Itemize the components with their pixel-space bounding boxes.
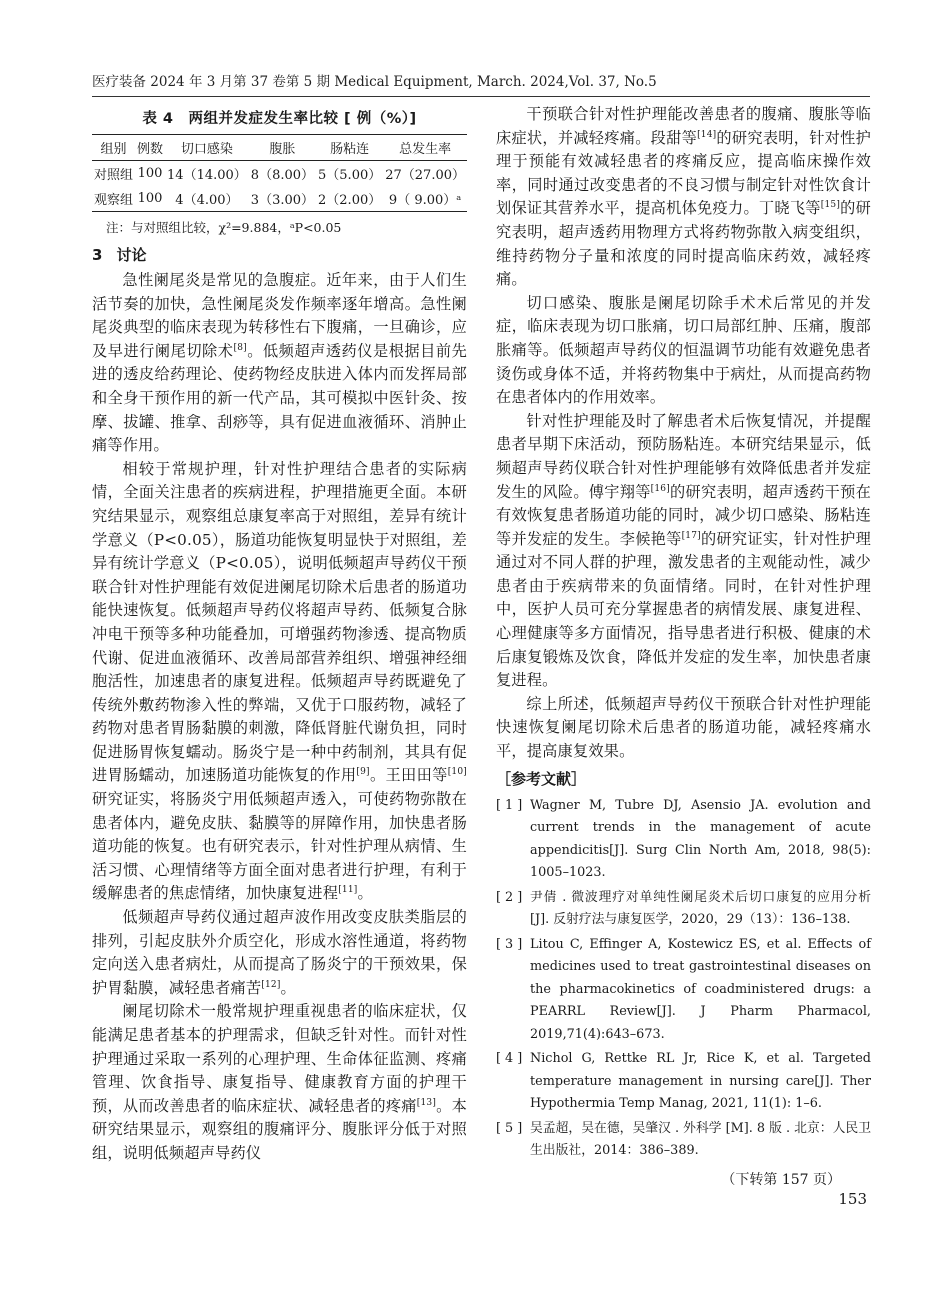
- text-run: 的研究表明，针对性护理于预能有效减轻患者的疼痛反应，提高临床操作效率，同时通过改变患者的不良习惯与制定针对性饮食计划保证其营养水平，提高机体免疫力。丁晓飞等: [496, 128, 871, 218]
- citation-marker: [13]: [416, 1097, 437, 1108]
- text-run: 切口感染、腹胀是阑尾切除手术术后常见的并发症，临床表现为切口胀痛，切口局部红肿、压痛，腹部胀痛等。低频超声导药仪的恒温调节功能有效避免患者烫伤或身体不适，并将药物集中于病灶，从而提高药物在患者体内的作用效率。: [496, 293, 871, 407]
- paragraph: [92, 1000, 467, 1165]
- left-body-text: [92, 269, 467, 1166]
- table-row: [92, 186, 467, 212]
- reference-text: 吴孟超，吴在德，吴肇汉 . 外科学 [M]. 8 版 . 北京：人民卫生出版社，2014：386–389.: [530, 1120, 871, 1159]
- text-run: 针对性护理能及时了解患者术后恢复情况，并提醒患者早期下床活动，预防肠粘连。本研究结果显示，低频超声导药仪联合针对性护理能够有效降低患者并发症发生的风险。傅宇翔等: [496, 411, 871, 501]
- running-header: 医疗装备 2024 年 3 月第 37 卷第 5 期 Medical Equipment, March. 2024,Vol. 37, No.5: [92, 74, 657, 90]
- reference-item: [496, 934, 871, 1047]
- text-run: 。王田田等: [369, 766, 448, 785]
- reference-text: Nichol G, Rettke RL Jr, Rice K, et al. Targeted temperature management in nursing care[J]. Ther Hypothermia Temp Manag, 2021, 11(1): 1–6.: [530, 1051, 871, 1112]
- header-rule: [92, 96, 870, 97]
- citation-marker: [17]: [681, 530, 701, 541]
- paragraph: [496, 292, 871, 410]
- reference-text: Wagner M, Tubre DJ, Asensio JA. evolution and current trends in the management of acute appendicitis[J]. Surg Clin North Am, 2018, 98(5): 1005–1023.: [530, 797, 871, 881]
- reference-number: [ 5 ]: [496, 1120, 523, 1136]
- right-body-text: [496, 103, 871, 764]
- complication-table: [92, 134, 467, 212]
- table-cell: 3（3.00）: [250, 193, 315, 208]
- paragraph: [496, 410, 871, 693]
- text-run: 研究证实，将肠炎宁用低频超声透入，可使药物弥散在患者体内，避免皮肤、黏膜等的屏障作用，加快患者肠道功能的恢复。也有研究表示，针对性护理从病情、生活习惯、心理情绪等方面全面对患者进行护理，有利于缓解患者的焦虑情绪，加快康复进程: [92, 790, 467, 903]
- table-header-row: [92, 135, 467, 161]
- table-cell: 观察组: [94, 193, 134, 208]
- section-number: 3: [92, 246, 103, 264]
- citation-marker: [11]: [338, 885, 358, 896]
- table-cell: 对照组: [94, 168, 134, 183]
- left-column: [92, 103, 467, 1166]
- reference-text: 尹倩 . 微波理疗对单纯性阑尾炎术后切口康复的应用分析 [J]. 反射疗法与康复医学，2020，29（13）：136–138.: [530, 889, 871, 928]
- text-run: 阑尾切除术一般常规护理重视患者的临床症状，仅能满足患者基本的护理需求，但缺乏针对性。而针对性护理通过采取一系列的心理护理、生命体征监测、疼痛管理、饮食指导、康复指导、健康教育方面的护理干预，从而改善患者的临床症状、减轻患者的疼痛: [92, 1002, 467, 1115]
- continued-note: （下转第 157 页）: [721, 1171, 841, 1188]
- reference-item: [496, 795, 871, 885]
- table-cell: 14（14.00）: [167, 168, 247, 183]
- reference-item: [496, 1048, 871, 1116]
- text-run: 相较于常规护理，针对性护理结合患者的实际病情，全面关注患者的疾病进程，护理措施更全面。本研究结果显示，观察组总康复率高于对照组，差异有统计学意义（P<0.05），肠道功能恢复明显快于对照组，差异有统计学意义（P<0.05），说明低频超声导药仪干预联合针对性护理能有效促进阑尾切除术后患者的肠道功能快速恢复。低频超声导药仪将超声导药、低频复合脉冲电干预等多种功能叠加，可增强药物渗透、提高物质代谢、促进血液循环、改善局部营养组织、增强神经细胞活性，加速患者的康复进程。低频超声导药既避免了传统外敷药物渗入性的弊端，又优于口服药物，减轻了药物对患者胃肠黏膜的刺激，降低肾脏代谢负担，同时促进肠胃恢复蠕动。肠炎宁是一种中药制剂，其具有促进胃肠蠕动，加速肠道功能恢复的作用: [92, 459, 467, 785]
- citation-marker: [8]: [233, 342, 247, 353]
- table-cell: 4（4.00）: [175, 193, 239, 208]
- citation-marker: [9]: [356, 767, 370, 778]
- table-cell: 5（5.00）: [318, 168, 382, 183]
- reference-item: [496, 887, 871, 932]
- table-cell: 8（8.00）: [250, 168, 315, 183]
- table-cell: 100: [137, 191, 163, 206]
- text-run: 急性阑尾炎是常见的急腹症。近年来，由于人们生活节奏的加快，急性阑尾炎发作频率逐年增高。急性阑尾炎典型的临床表现为转移性右下腹痛，一旦确诊，应及早进行阑尾切除术: [92, 271, 467, 360]
- table-body: [92, 161, 467, 212]
- text-run: 干预联合针对性护理能改善患者的腹痛、腹胀等临床症状，并减轻疼痛。段甜等: [496, 105, 871, 147]
- table-note: 注：与对照组比较，χ²=9.884，ᵃP<0.05: [106, 220, 342, 235]
- table-header-cell: 总发生率: [399, 142, 452, 157]
- table-header-cell: 切口感染: [180, 142, 233, 157]
- references-list: [496, 795, 871, 1163]
- paragraph: [496, 103, 871, 292]
- citation-marker: [10]: [447, 767, 467, 778]
- table-row: [92, 161, 467, 187]
- reference-number: [ 3 ]: [496, 936, 523, 952]
- text-run: 。低频超声透药仪是根据目前先进的透皮给药理论、使药物经皮肤进入体内而发挥局部和全身干预作用的新一代产品，其可模拟中医针灸、按摩、拔罐、推拿、刮痧等，具有促进血液循环、消肿止痛等作用。: [92, 341, 467, 455]
- reference-item: [496, 1118, 871, 1163]
- text-run: 。本研究结果显示，观察组的腹痛评分、腹胀评分低于对照组，说明低频超声导药仪: [92, 1096, 467, 1162]
- table-cell: 27（27.00）: [385, 168, 465, 183]
- text-run: 的研究证实，针对性护理通过对不同人群的护理，激发患者的主观能动性，减少患者由于疾病带来的负面情绪。同时，在针对性护理中，医护人员可充分掌握患者的病情发展、康复进程、心理健康等多方面情况，指导患者进行积极、健康的术后康复锻炼及饮食，降低并发症的发生率，加快患者康复进程。: [496, 529, 871, 690]
- citation-marker: [15]: [820, 200, 841, 211]
- references-heading: ［参考文献］: [496, 769, 587, 788]
- paragraph: [92, 458, 467, 906]
- reference-number: [ 4 ]: [496, 1051, 523, 1067]
- text-run: 的研究表明，超声透药用物理方式将药物弥散入病变组织，维持药物分子量和浓度的同时提高临床药效，减轻疼痛。: [496, 199, 871, 289]
- text-run: 。: [357, 884, 373, 903]
- section-title: 讨论: [116, 246, 147, 264]
- text-run: 综上所述，低频超声导药仪干预联合针对性护理能快速恢复阑尾切除术后患者的肠道功能，减轻疼痛水平，提高康复效果。: [496, 694, 871, 761]
- text-run: 。: [280, 978, 296, 997]
- citation-marker: [16]: [650, 483, 670, 494]
- text-run: 的研究表明，超声透药干预在有效恢复患者肠道功能的同时，减少切口感染、肠粘连等并发症的发生。李候艳等: [496, 482, 871, 548]
- reference-number: [ 1 ]: [496, 797, 523, 813]
- paragraph: [92, 906, 467, 1000]
- table-header-cell: 肠粘连: [330, 142, 370, 157]
- reference-text: Litou C, Effinger A, Kostewicz ES, et al. Effects of medicines used to treat gastrointestinal diseases on the pharmacokinetics of coadministered drugs: a PEARRL Review[J]. J Pharm Pharmacol, 2019,71(4):643–673.: [530, 936, 871, 1042]
- text-run: 低频超声导药仪通过超声波作用改变皮肤类脂层的排列，引起皮肤外介质空化，形成水溶性通道，将药物定向送入患者病灶，从而提高了肠炎宁的干预效果，保护胃黏膜，减轻患者痛苦: [92, 908, 467, 997]
- citation-marker: [14]: [697, 129, 717, 140]
- table-cell: 2（2.00）: [318, 193, 382, 208]
- table-header-cell: 腹胀: [269, 142, 296, 157]
- citation-marker: [12]: [261, 979, 281, 990]
- section-heading: [92, 244, 467, 265]
- paragraph: [92, 269, 467, 458]
- table-caption: 表 4 两组并发症发生率比较 [ 例（%）]: [142, 111, 417, 127]
- paragraph: [496, 693, 871, 764]
- table-cell: 9（ 9.00）ᵃ: [388, 193, 462, 208]
- reference-number: [ 2 ]: [496, 889, 523, 905]
- table-header-cell: 例数: [137, 142, 164, 157]
- right-column: [496, 103, 871, 1189]
- table-cell: 100: [137, 166, 163, 181]
- table-header-cell: 组别: [100, 142, 127, 157]
- page-number: 153: [838, 1190, 867, 1208]
